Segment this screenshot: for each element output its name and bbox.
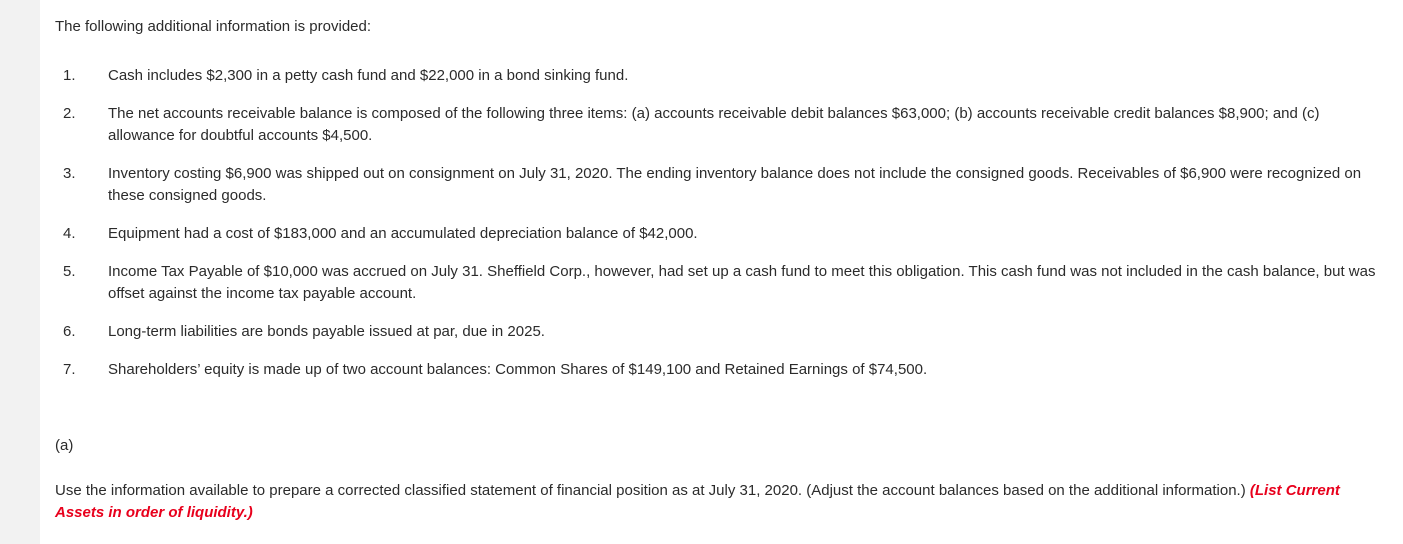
- item-number: 5.: [63, 263, 76, 280]
- instruction-body: Use the information available to prepare a corrected classified statement of financial position as at July 31, 2020. (Adjust the account balances based on the additional information.): [55, 482, 1250, 499]
- part-label: (a): [55, 437, 74, 454]
- item-text: Shareholders’ equity is made up of two account balances: Common Shares of $149,100 and Retained Earnings of $74,500.: [108, 361, 928, 378]
- item-number: 4.: [63, 225, 76, 242]
- list-item: [55, 103, 1403, 147]
- item-text: Income Tax Payable of $10,000 was accrued on July 31. Sheffield Corp., however, had set up a cash fund to meet this obligation. This cash fund was not included in the cash balance, but was offset against the income tax payable account.: [108, 263, 1376, 302]
- list-item: [55, 223, 1403, 245]
- item-text: Long-term liabilities are bonds payable issued at par, due in 2025.: [108, 323, 545, 340]
- list-item: [55, 261, 1403, 305]
- liquidity-emphasis: (List Current Assets in order of liquidity.): [55, 482, 1340, 521]
- list-item: [55, 321, 1403, 343]
- item-text: Equipment had a cost of $183,000 and an accumulated depreciation balance of $42,000.: [108, 225, 698, 242]
- item-text: Inventory costing $6,900 was shipped out on consignment on July 31, 2020. The ending inventory balance does not include the consigned goods. Receivables of $6,900 were recognized on these consigned goods.: [108, 165, 1362, 204]
- item-text: The net accounts receivable balance is composed of the following three items: (a) accounts receivable debit balances $63,000; (b) accounts receivable credit balances $8,900; and (c) allowance for doubtful accounts $4,500.: [108, 105, 1320, 144]
- item-number: 1.: [63, 67, 76, 84]
- item-number: 7.: [63, 361, 76, 378]
- info-list: [55, 65, 1403, 381]
- question-panel: [40, 0, 1403, 544]
- intro-text: The following additional information is provided:: [55, 18, 372, 35]
- item-text: Cash includes $2,300 in a petty cash fund and $22,000 in a bond sinking fund.: [108, 67, 629, 84]
- list-item: [55, 65, 1403, 87]
- item-number: 3.: [63, 165, 76, 182]
- item-number: 6.: [63, 323, 76, 340]
- list-item: [55, 163, 1403, 207]
- instruction-text: [55, 480, 1390, 524]
- list-item: [55, 359, 1403, 381]
- item-number: 2.: [63, 105, 76, 122]
